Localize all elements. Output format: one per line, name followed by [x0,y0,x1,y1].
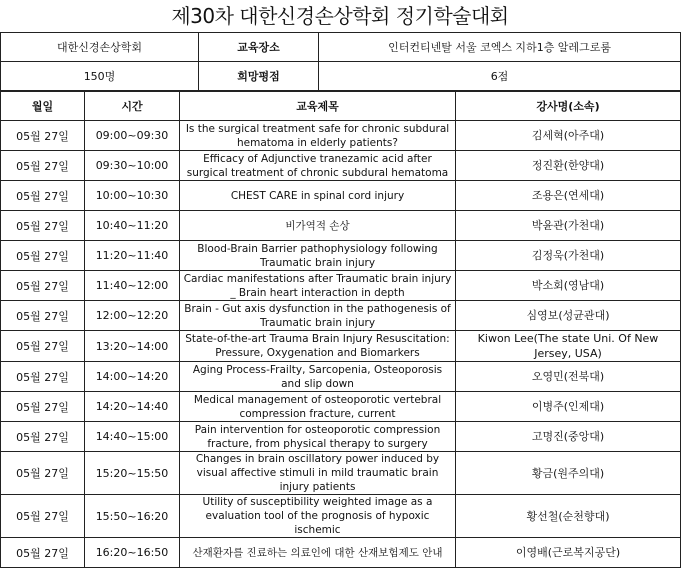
table-row [1,495,681,538]
instructor-cell: 조용은(연세대) [456,181,681,211]
time-cell: 15:20~15:50 [85,452,180,495]
time-cell: 14:40~15:00 [85,422,180,452]
topic-cell: 비가역적 손상 [180,211,456,241]
table-row [1,181,681,211]
header-topic: 교육제목 [180,92,456,121]
date-cell: 05월 27일 [1,362,85,392]
date-cell: 05월 27일 [1,271,85,301]
topic-cell: Medical management of osteoporotic vertebral compression fracture, current [180,392,456,422]
time-cell: 13:20~14:00 [85,331,180,362]
time-cell: 11:40~12:00 [85,271,180,301]
time-cell: 15:50~16:20 [85,495,180,538]
instructor-cell: 박윤관(가천대) [456,211,681,241]
schedule-table [0,91,681,568]
date-cell: 05월 27일 [1,452,85,495]
instructor-cell: 이병주(인제대) [456,392,681,422]
date-cell: 05월 27일 [1,241,85,271]
instructor-cell: 박소회(영남대) [456,271,681,301]
date-cell: 05월 27일 [1,121,85,151]
date-cell: 05월 27일 [1,392,85,422]
capacity-value: 150명 [1,62,199,91]
table-row [1,241,681,271]
table-row [1,422,681,452]
time-cell: 10:40~11:20 [85,211,180,241]
date-cell: 05월 27일 [1,331,85,362]
time-cell: 14:00~14:20 [85,362,180,392]
instructor-cell: 김정욱(가천대) [456,241,681,271]
instructor-cell: 정진환(한양대) [456,151,681,181]
header-date: 월일 [1,92,85,121]
date-cell: 05월 27일 [1,181,85,211]
date-cell: 05월 27일 [1,301,85,331]
topic-cell: Is the surgical treatment safe for chronic subdural hematoma in elderly patients? [180,121,456,151]
instructor-cell: 황금(원주의대) [456,452,681,495]
table-row [1,331,681,362]
time-cell: 09:30~10:00 [85,151,180,181]
date-cell: 05월 27일 [1,422,85,452]
date-cell: 05월 27일 [1,211,85,241]
time-cell: 10:00~10:30 [85,181,180,211]
schedule-body [1,121,681,568]
header-time: 시간 [85,92,180,121]
date-cell: 05월 27일 [1,538,85,568]
instructor-cell: 이영배(근로복지공단) [456,538,681,568]
table-row [1,538,681,568]
page-title: 제30차 대한신경손상학회 정기학술대회 [171,4,509,28]
credit-value: 6점 [319,62,681,91]
topic-cell: CHEST CARE in spinal cord injury [180,181,456,211]
topic-cell: Brain - Gut axis dysfunction in the pathogenesis of Traumatic brain injury [180,301,456,331]
table-row [1,392,681,422]
topic-cell: Blood-Brain Barrier pathophysiology following Traumatic brain injury [180,241,456,271]
info-row-venue [1,33,681,62]
instructor-cell: 황선철(순천향대) [456,495,681,538]
date-cell: 05월 27일 [1,495,85,538]
time-cell: 11:20~11:40 [85,241,180,271]
topic-cell: Changes in brain oscillatory power induced by visual affective stimuli in mild traumatic brain injury patients [180,452,456,495]
time-cell: 16:20~16:50 [85,538,180,568]
topic-cell: Aging Process-Frailty, Sarcopenia, Osteoporosis and slip down [180,362,456,392]
date-cell: 05월 27일 [1,151,85,181]
table-row [1,452,681,495]
time-cell: 09:00~09:30 [85,121,180,151]
instructor-cell: 오영민(전북대) [456,362,681,392]
instructor-cell: 김세혁(아주대) [456,121,681,151]
topic-cell: State-of-the-art Trauma Brain Injury Resuscitation: Pressure, Oxygenation and Biomarkers [180,331,456,362]
topic-cell: Pain intervention for osteoporotic compression fracture, from physical therapy to surgery [180,422,456,452]
header-instructor: 강사명(소속) [456,92,681,121]
table-row [1,362,681,392]
instructor-cell: 고명진(중앙대) [456,422,681,452]
table-row [1,301,681,331]
venue-value: 인터컨티넨탈 서울 코엑스 지하1층 알레그로룸 [319,33,681,62]
organization: 대한신경손상학회 [1,33,199,62]
table-row [1,151,681,181]
table-row [1,121,681,151]
topic-cell: 산재환자를 진료하는 의료인에 대한 산재보험제도 안내 [180,538,456,568]
time-cell: 12:00~12:20 [85,301,180,331]
table-row [1,271,681,301]
info-table [0,32,681,91]
time-cell: 14:20~14:40 [85,392,180,422]
info-row-credit [1,62,681,91]
topic-cell: Efficacy of Adjunctive tranezamic acid after surgical treatment of chronic subdural hematoma [180,151,456,181]
venue-label: 교육장소 [199,33,319,62]
topic-cell: Utility of susceptibility weighted image as a evaluation tool of the prognosis of hypoxic ischemic [180,495,456,538]
instructor-cell: Kiwon Lee(The state Uni. Of New Jersey, USA) [456,331,681,362]
header-row [1,92,681,121]
topic-cell: Cardiac manifestations after Traumatic brain injury _ Brain heart interaction in depth [180,271,456,301]
table-row [1,211,681,241]
credit-label: 희망평점 [199,62,319,91]
instructor-cell: 심영보(성균관대) [456,301,681,331]
